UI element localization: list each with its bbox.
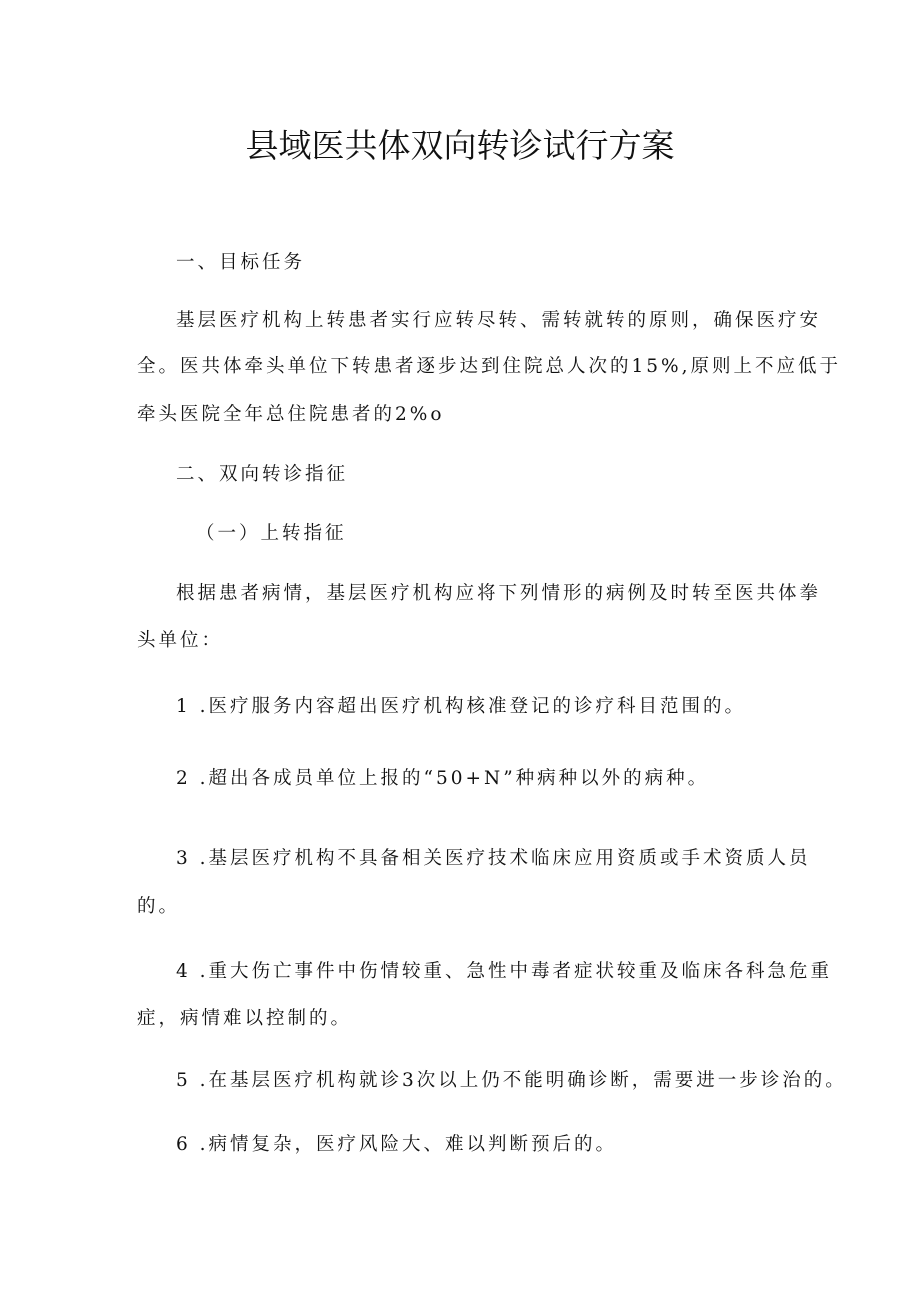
list-item: 5 .在基层医疗机构就诊3次以上仍不能明确诊断，需要进一步诊治的。 (176, 1070, 847, 1091)
document-title: 县域医共体双向转诊试行方案 (245, 126, 675, 165)
paragraph-line: 根据患者病情，基层医疗机构应将下列情形的病例及时转至医共体拳 (176, 583, 822, 604)
list-item-continuation: 症，病情难以控制的。 (137, 1008, 353, 1029)
subsection-heading-upward: （一）上转指征 (196, 523, 347, 544)
list-item: 3 .基层医疗机构不具备相关医疗技术临床应用资质或手术资质人员 (176, 848, 811, 869)
section-heading-goals: 一、目标任务 (176, 252, 306, 273)
paragraph-line: 头单位： (137, 630, 224, 651)
list-item: 6 .病情复杂，医疗风险大、难以判断预后的。 (176, 1134, 618, 1155)
paragraph-line: 基层医疗机构上转患者实行应转尽转、需转就转的原则，确保医疗安 (176, 310, 822, 331)
list-item: 1 .医疗服务内容超出医疗机构核准登记的诊疗科目范围的。 (176, 696, 747, 717)
paragraph-line: 牵头医院全年总住院患者的2%o (137, 404, 445, 425)
section-heading-indications: 二、双向转诊指征 (176, 464, 349, 485)
list-item: 2 .超出各成员单位上报的“50+N”种病种以外的病种。 (176, 768, 710, 789)
paragraph-line: 全。医共体牵头单位下转患者逐步达到住院总人次的15%,原则上不应低于 (137, 356, 842, 377)
list-item: 4 .重大伤亡事件中伤情较重、急性中毒者症状较重及临床各科急危重 (176, 961, 833, 982)
list-item-continuation: 的。 (137, 896, 181, 917)
